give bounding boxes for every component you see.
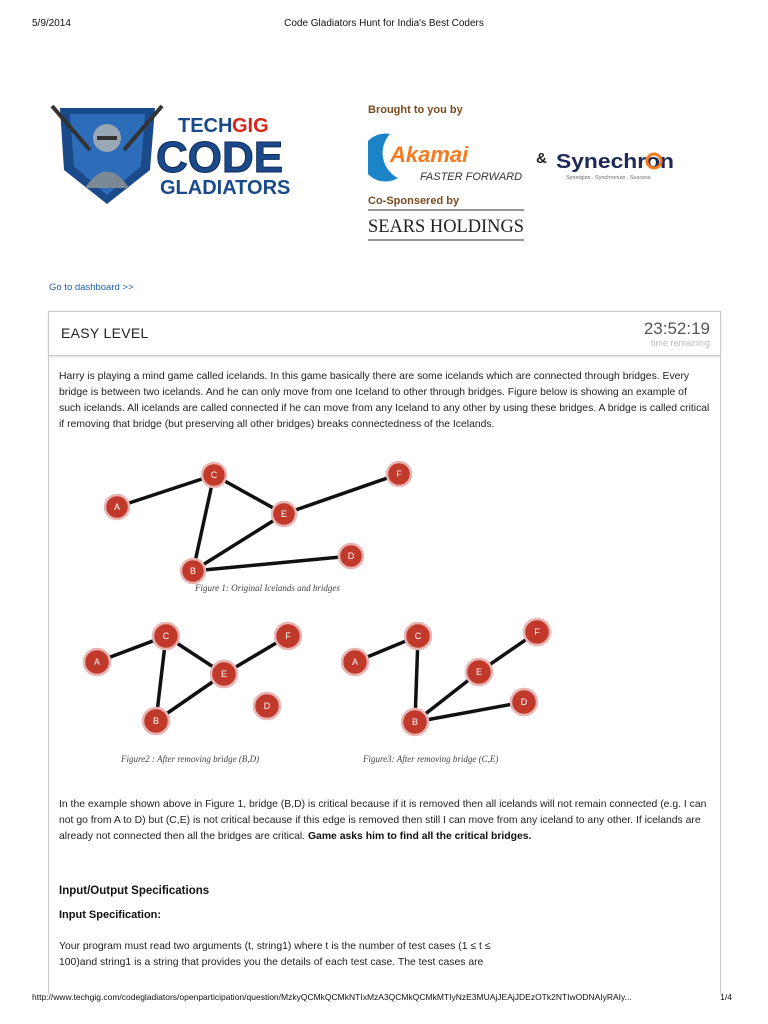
node-a xyxy=(84,649,110,675)
svg-text:B: B xyxy=(189,566,197,576)
svg-text:C: C xyxy=(210,470,218,480)
akamai-logo xyxy=(368,122,528,184)
svg-text:D: D xyxy=(263,701,271,711)
code-gladiators-logo xyxy=(50,100,325,210)
go-to-dashboard-link[interactable]: Go to dashboard >> xyxy=(49,282,134,293)
svg-text:B: B xyxy=(411,717,419,727)
node-b xyxy=(402,709,428,735)
node-f xyxy=(275,623,301,649)
node-f xyxy=(387,462,411,486)
akamai-tagline: FASTER FORWARD xyxy=(420,171,523,183)
svg-text:A: A xyxy=(113,502,121,512)
sears-holdings-logo xyxy=(368,208,526,244)
node-e xyxy=(466,659,492,685)
problem-intro: Harry is playing a mind game called icelands. In this game basically there are some icelands which are connected through bridges. Every bridge is between two icelands. And he can only move from one Iceland to other through bridges. Figure below is showing an example of such icelands. All icelands are called connected if he can move from any Iceland to any other by using these bridges. A bridge is called critical if removing that bridge (but preserving all other bridges) breaks connectedness of the Icelands. xyxy=(59,371,710,430)
node-d xyxy=(254,693,280,719)
svg-text:F: F xyxy=(534,627,540,637)
figure-3-caption: Figure3: After removing bridge (C,E) xyxy=(363,754,499,764)
figure-2-graph xyxy=(71,616,341,771)
svg-text:D: D xyxy=(347,551,355,561)
synechron-text: Synechron xyxy=(556,151,674,173)
print-date: 5/9/2014 xyxy=(32,18,71,29)
node-f xyxy=(524,619,550,645)
akamai-text: Akamai xyxy=(390,142,469,167)
print-url: http://www.techgig.com/codegladiators/openparticipation/question/MzkyQCMkQCMkNTIxMzA3QCMkQCMkMTIyNzE3MUAjJEAjJDEzOTk2NTIwODNAIyRAIy... xyxy=(32,992,632,1002)
logo-gig-text: GIG xyxy=(232,115,269,137)
node-e xyxy=(211,661,237,687)
example-bold-text: Game asks him to find all the critical bridges. xyxy=(307,831,532,842)
example-paragraph xyxy=(59,797,711,845)
svg-text:C: C xyxy=(414,631,422,641)
level-header xyxy=(48,311,721,356)
svg-text:F: F xyxy=(285,631,291,641)
figure-1-graph xyxy=(97,444,497,599)
example-text: In the example shown above in Figure 1, bridge (B,D) is critical because if it is removed then all icelands will not remain connected (e.g. I can not go from A to D) but (C,E) is not critical because if this edge is removed then still I can move from any iceland to any other. If icelands are already not connected then all the bridges are critical. xyxy=(59,799,707,842)
brought-by-label: Brought to you by xyxy=(368,104,463,116)
countdown-timer: 23:52:19 xyxy=(643,319,710,338)
figure-1-caption: Figure 1: Original Icelands and bridges xyxy=(195,583,340,593)
node-d xyxy=(339,544,363,568)
node-d xyxy=(511,689,537,715)
logo-tech-text: TECH xyxy=(178,115,233,137)
svg-text:E: E xyxy=(280,509,288,519)
sears-text: SEARS HOLDINGS xyxy=(368,216,524,237)
node-b xyxy=(181,559,205,583)
io-spec-heading: Input/Output Specifications xyxy=(59,885,210,897)
svg-text:B: B xyxy=(152,716,160,726)
svg-text:E: E xyxy=(220,669,228,679)
timer-label: time remaining xyxy=(650,338,710,348)
figure-2-caption: Figure2 : After removing bridge (B,D) xyxy=(121,754,260,764)
sponsor-block xyxy=(368,100,698,245)
problem-content xyxy=(48,354,721,994)
logo-gladiators-text: GLADIATORS xyxy=(160,177,291,199)
level-title: EASY LEVEL xyxy=(61,325,149,341)
synechron-tagline: Synergize . Synchronize . Success xyxy=(566,175,651,181)
svg-text:F: F xyxy=(396,469,402,479)
logo-code-text: CODE xyxy=(156,133,284,182)
node-e xyxy=(272,502,296,526)
node-c xyxy=(153,623,179,649)
print-title: Code Gladiators Hunt for India's Best Coders xyxy=(284,18,484,29)
synechron-logo xyxy=(556,144,686,184)
input-spec-heading: Input Specification: xyxy=(59,909,162,921)
node-a xyxy=(105,495,129,519)
svg-text:E: E xyxy=(475,667,483,677)
figure-3-graph xyxy=(329,616,589,771)
node-c xyxy=(405,623,431,649)
svg-text:D: D xyxy=(520,697,528,707)
input-spec-text: Your program must read two arguments (t, string1) where t is the number of test cases (1 ≤ t ≤ 100)and string1 is a string that provides you the details of each test case. The test cases are xyxy=(59,941,491,968)
ampersand: & xyxy=(536,150,547,167)
page-number: 1/4 xyxy=(720,992,732,1002)
co-sponsored-label: Co-Sponsered by xyxy=(368,195,460,207)
svg-text:C: C xyxy=(162,631,170,641)
node-c xyxy=(202,463,226,487)
svg-text:A: A xyxy=(93,657,101,667)
node-a xyxy=(342,649,368,675)
node-b xyxy=(143,708,169,734)
svg-text:A: A xyxy=(351,657,359,667)
